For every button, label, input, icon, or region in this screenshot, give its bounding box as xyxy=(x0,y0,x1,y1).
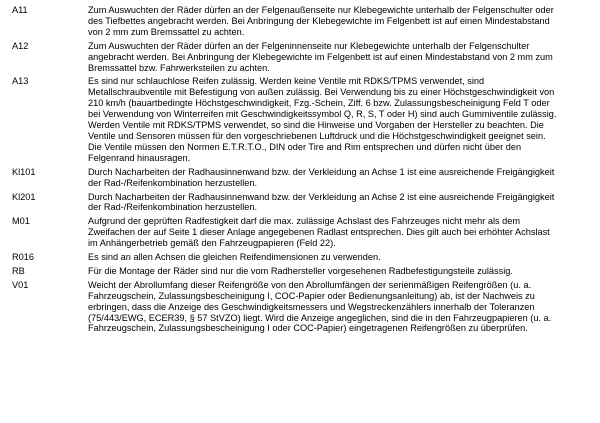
remark-line: Aufgrund der geprüften Radfestigkeit darf die max. zulässige Achslast des Fahrzeuges nicht mehr als dem xyxy=(88,216,521,227)
remark-code: R016 xyxy=(12,252,34,263)
remark-line: (75/443/EWG, ECER39, § 57 StVZO) liegt. Wird die Anzeige angeglichen, sind die in den Fahrzeugpapieren (u. a. xyxy=(88,312,552,323)
remark-line: 210 km/h (bauartbedingte Höchstgeschwindigkeit, Fzg.-Schein, Ziff. 6 bzw. Zulassungsbescheinigung Feld T oder xyxy=(88,98,550,109)
remark-line: bei Verwendung von Winterreifen mit Geschwindigkeitssymbol Q, R, S, T oder H) sind auch Gummiventile zulässig. xyxy=(88,109,557,120)
remark-text xyxy=(88,266,590,277)
remark-A11 xyxy=(0,5,600,38)
remark-text xyxy=(88,41,590,74)
remark-V01 xyxy=(0,280,600,335)
remark-line: Durch Nacharbeiten der Radhausinnenwand bzw. der Verkleidung an Achse 2 ist eine ausreichende Freigängigkeit xyxy=(88,191,555,202)
remark-line: Weicht der Abrollumfang dieser Reifengröße von den Abrollumfängen der serienmäßigen Reifengrößen (u. a. xyxy=(88,279,532,290)
remark-line: Es sind an allen Achsen die gleichen Reifendimensionen zu verwenden. xyxy=(88,252,381,263)
remark-text xyxy=(88,252,590,263)
remark-line: von 2 mm zum Bremssattel zu achten. xyxy=(88,26,245,37)
remark-line: Metallschraubventile mit Befestigung von außen zulässig. Bei Verwendung bis zu einer Höchstgeschwindigkeit von xyxy=(88,87,555,98)
remark-text xyxy=(88,5,590,38)
remark-Kl101 xyxy=(0,167,600,189)
remark-R016 xyxy=(0,252,600,263)
remark-text xyxy=(88,76,590,163)
remark-line: Bremssattel bzw. Fahrwerksteilen zu achten. xyxy=(88,62,270,73)
remark-line: Zweifachen der auf Seite 1 dieser Anlage angegebenen Radlast entsprechen. Dies gilt auch bei erhöhter Achslast xyxy=(88,227,550,238)
remark-A13 xyxy=(0,76,600,163)
remark-line: der Rad-/Reifenkombination herzustellen. xyxy=(88,202,258,213)
remark-M01 xyxy=(0,216,600,249)
remark-text xyxy=(88,280,590,335)
remark-code: M01 xyxy=(12,216,30,227)
remark-line: Die Ventile müssen den Normen E.T.R.T.O., DIN oder Tire and Rim entsprechen und dürfen nicht über den xyxy=(88,141,522,152)
remark-line: des Tiefbettes angebracht werden. Bei Anbringung der Klebegewichte im Felgenbett ist auf einen Mindestabstand xyxy=(88,15,550,26)
remark-code: Kl101 xyxy=(12,166,36,177)
remark-RB xyxy=(0,266,600,277)
remark-code: A12 xyxy=(12,40,29,51)
remark-text xyxy=(88,167,590,189)
remark-code: A11 xyxy=(12,5,28,15)
remark-text xyxy=(88,192,590,214)
remark-line: Felgenrand hinausragen. xyxy=(88,152,191,163)
remark-code: Kl201 xyxy=(12,191,36,202)
remark-code: V01 xyxy=(12,279,29,290)
remark-line: Für die Montage der Räder sind nur die vom Radhersteller vorgesehenen Radbefestigungsteile zulässig. xyxy=(88,265,513,276)
remark-line: im Anhängerbetrieb gemäß den Fahrzeugpapieren (Feld 22). xyxy=(88,238,336,249)
remark-code: A13 xyxy=(12,76,29,87)
remark-line: angebracht werden. Bei Anbringung der Klebegewichte im Felgenbett ist auf einen Mindestabstand von 2 mm zum xyxy=(88,51,553,62)
remark-line: Werden Ventile mit RDKS/TPMS verwendet, so sind die Hinweise und Vorgaben der Hersteller zu beachten. Die xyxy=(88,120,544,131)
remark-line: Fahrzeugschein, Zulassungsbescheinigung I, COC-Papier oder Bedienungsanleitung) ab, ist der Nachweis zu xyxy=(88,290,535,301)
remarks-document xyxy=(0,5,600,337)
remark-code: RB xyxy=(12,265,25,276)
remark-line: Ventile und Sensoren müssen für den vorgeschriebenen Luftdruck und die Höchstgeschwindigkeit geeignet sein. xyxy=(88,130,546,141)
remark-line: der Rad-/Reifenkombination herzustellen. xyxy=(88,177,258,188)
remark-line: erbringen, dass die Anzeige des Geschwindigkeitsmessers und Wegstreckenzählers innerhalb der Toleranzen xyxy=(88,301,535,312)
remark-line: Es sind nur schlauchlose Reifen zulässig. Werden keine Ventile mit RDKS/TPMS verwendet, sind xyxy=(88,76,485,87)
remark-text xyxy=(88,216,590,249)
remark-line: Durch Nacharbeiten der Radhausinnenwand bzw. der Verkleidung an Achse 1 ist eine ausreichende Freigängigkeit xyxy=(88,166,555,177)
remark-line: Fahrzeugschein, Zulassungsbescheinigung I oder COC-Papier) eingetragenen Reifengrößen zu überprüfen. xyxy=(88,323,528,334)
remark-line: Zum Auswuchten der Räder dürfen an der Felgeninnenseite nur Klebegewichte unterhalb der Felgenschulter xyxy=(88,40,530,51)
remark-Kl201 xyxy=(0,192,600,214)
remark-A12 xyxy=(0,41,600,74)
remark-line: Zum Auswuchten der Räder dürfen an der Felgenaußenseite nur Klebegewichte unterhalb der Felgenschulter oder xyxy=(88,5,554,15)
